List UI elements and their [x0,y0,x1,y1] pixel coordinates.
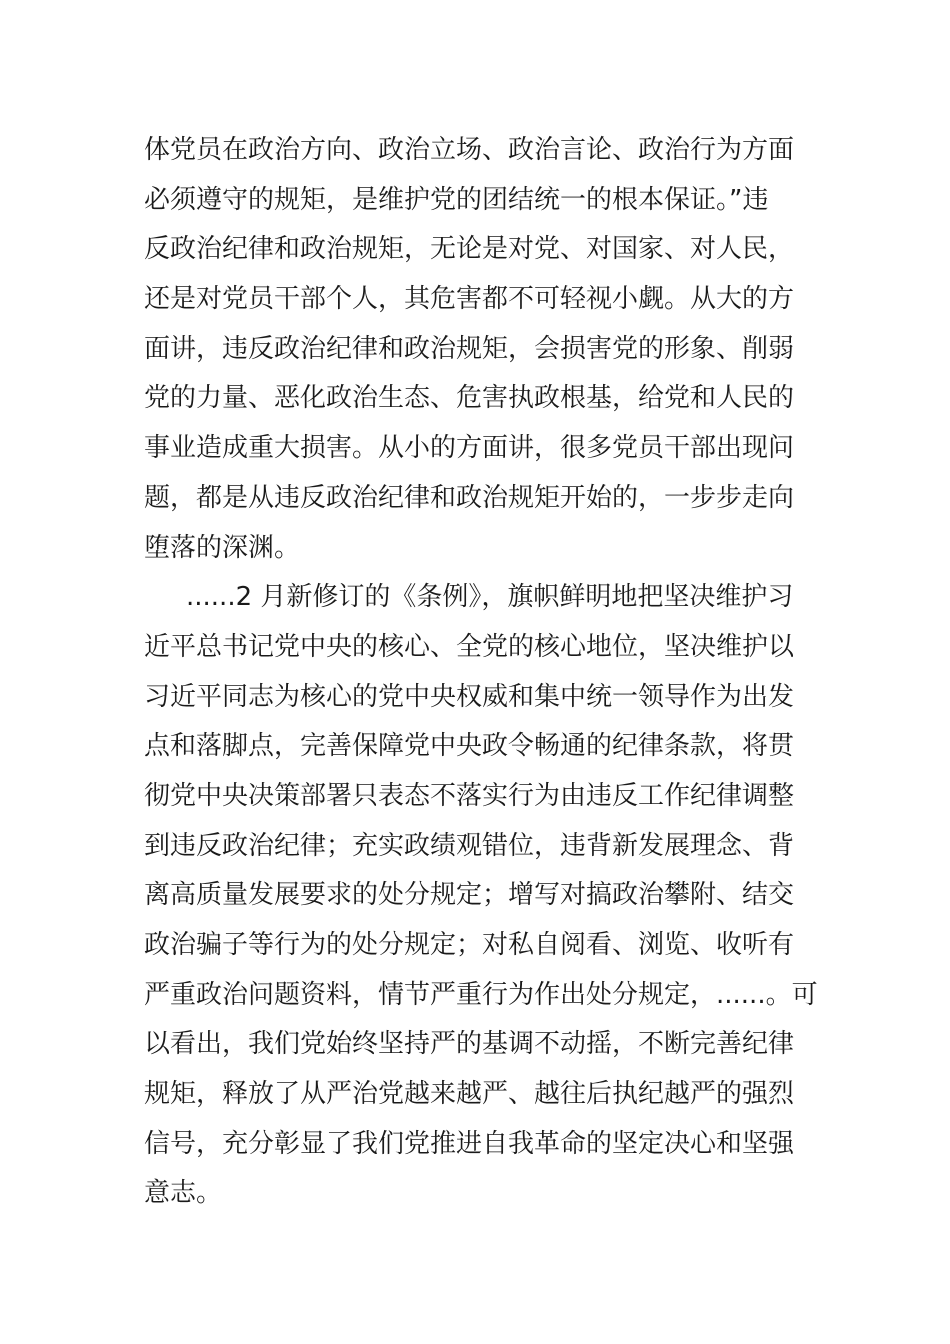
text-line: 堕落的深渊。 [144,532,301,563]
text-line: 题，都是从违反政治纪律和政治规矩开始的，一步步走向 [144,482,795,513]
text-line: 政治骗子等行为的处分规定；对私自阅看、浏览、收听有 [144,930,795,960]
text-line: 以看出，我们党始终坚持严的基调不动摇，不断完善纪律 [144,1029,795,1060]
text-line: 体党员在政治方向、政治立场、政治言论、政治行为方面 [144,135,795,165]
text-line: 点和落脚点，完善保障党中央政令畅通的纪律条款，将贯 [144,731,795,762]
text-line: 到违反政治纪律；充实政绩观错位，违背新发展理念、背 [144,830,795,861]
text-line: ......2 月新修订的《条例》，旗帜鲜明地把坚决维护习 [186,582,794,613]
text-line: 彻党中央决策部署只表态不落实行为由违反工作纪律调整 [144,780,795,811]
text-line: 必须遵守的规矩，是维护党的团结统一的根本保证。”违 [144,184,769,215]
text-line: 反政治纪律和政治规矩，无论是对党、对国家、对人民， [144,234,795,265]
text-line: 严重政治问题资料，情节严重行为作出处分规定，......。可 [144,979,818,1010]
text-line: 意志。 [144,1178,223,1209]
paragraph-1 [144,126,816,573]
text-line: 面讲，违反政治纪律和政治规矩，会损害党的形象、削弱 [144,333,795,364]
text-line: 信号，充分彰显了我们党推进自我革命的坚定决心和坚强 [144,1128,795,1159]
text-line: 事业造成重大损害。从小的方面讲，很多党员干部出现问 [144,433,795,464]
text-line: 规矩，释放了从严治党越来越严、越往后执纪越严的强烈 [144,1079,795,1110]
paragraph-2 [144,573,816,1219]
text-line: 近平总书记党中央的核心、全党的核心地位，坚决维护以 [144,631,795,662]
text-line: 习近平同志为核心的党中央权威和集中统一领导作为出发 [144,681,795,712]
text-line: 离高质量发展要求的处分规定；增写对搞政治攀附、结交 [144,880,795,911]
text-line: 还是对党员干部个人，其危害都不可轻视小觑。从大的方 [144,284,795,315]
document-body [144,126,816,1219]
text-line: 党的力量、恶化政治生态、危害执政根基，给党和人民的 [144,383,795,414]
